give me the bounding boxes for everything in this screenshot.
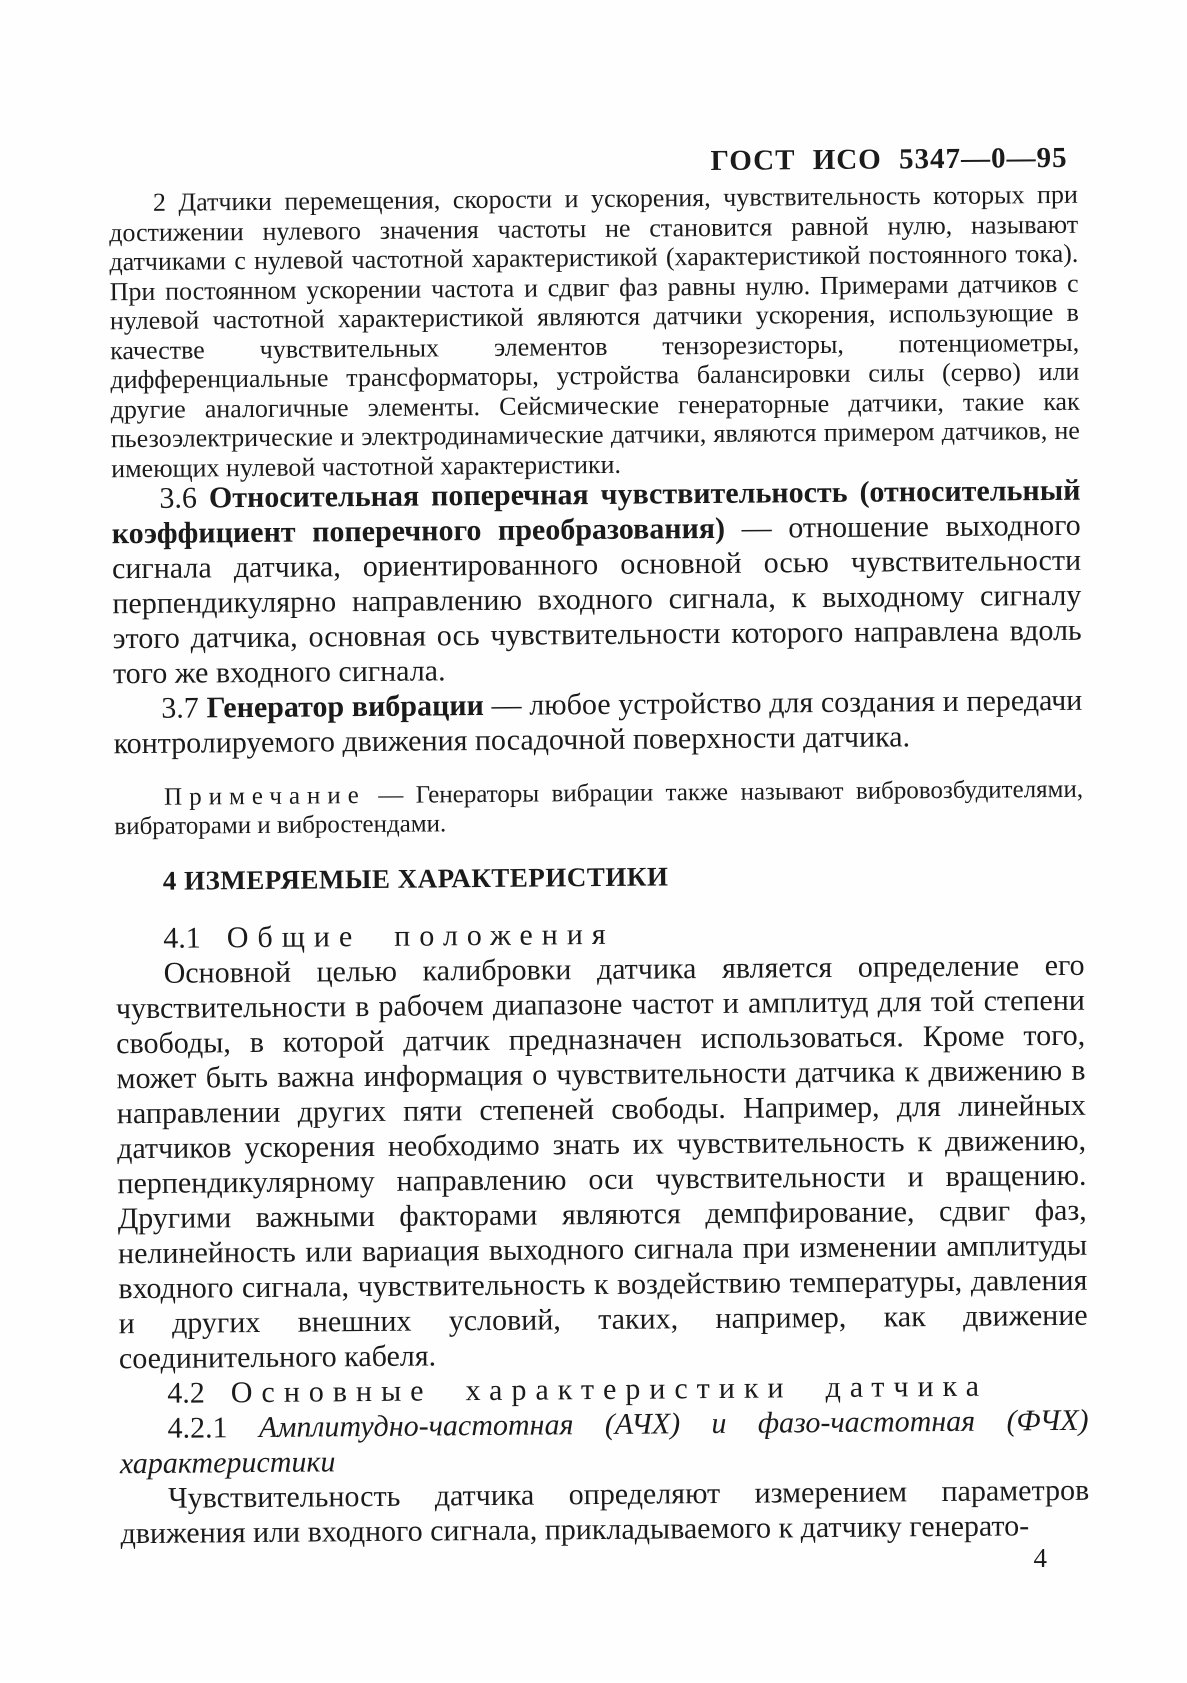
section-4-2-1-title: Амплитудно-частотная (АЧХ) и фазо-частотная (ФЧХ) характеристики: [119, 1403, 1089, 1481]
section-4-2-number: 4.2: [167, 1376, 205, 1410]
section-4-2-title: Основные характеристики датчика: [230, 1369, 989, 1410]
definitions-block: [111, 473, 1082, 761]
doc-code-header: ГОСТ ИСО 5347—0—95: [710, 141, 1068, 177]
section-4-2-1-number: 4.2.1: [167, 1410, 260, 1445]
clause-3-6-number: 3.6: [159, 481, 210, 515]
section-4-2-1-heading: [119, 1403, 1089, 1481]
section-4-1-paragraph: Основной целью калибровки датчика является определение его чувствительности в рабочем диапазоне частот и амплитуд для той степени свободы, в которой датчик предназначен использоваться. Кроме того, может быть важна информация о чувствительности датчика к движению в направлении других пяти степеней свободы. Например, для линейных датчиков ускорения необходимо знать их чувствительность к движению, перпендикулярному направлению оси чувствительности и вращению. Другими важными факторами являются демпфирование, сдвиг фаз, нелинейность или вариация выходного сигнала при изменении амплитуды входного сигнала, чувствительность к воздействию температуры, давления и других внешних условий, таких, например, как движение соединительного кабеля.: [115, 948, 1088, 1376]
page-number: 4: [1033, 1543, 1047, 1573]
term-3-6-bold: Относительная поперечная чувствительность (относительный коэффициент поперечного преобразования): [111, 473, 1081, 551]
note-2-paragraph: 2 Датчики перемещения, скорости и ускорения, чувствительность которых при достижении нулевого значения частоты не становится равной нулю, называют датчиками с нулевой частотной характеристикой (характеристикой постоянного тока). При постоянном ускорении частота и сдвиг фаз равны нулю. Примерами датчиков с нулевой частотной характеристикой являются датчики ускорения, использующие в качестве чувствительных элементов тензорезисторы, потенциометры, дифференциальные трансформаторы, устройства балансировки силы (серво) или другие аналогичные элементы. Сейсмические генераторные датчики, такие как пьезоэлектрические и электродинамические датчики, являются примером датчиков, не имеющих нулевой частотной характеристики.: [109, 179, 1081, 483]
clause-3-7-number: 3.7: [161, 691, 207, 725]
term-3-7-bold: Генератор вибрации: [206, 688, 485, 725]
term-3-6-paragraph: [111, 473, 1082, 691]
definition-3-6-text: — отношение выходного сигнала датчика, ориентированного основной осью чувствительности перпендикулярно направлению входного сигнала, к выходному сигналу этого датчика, основная ось чувствительности которого направлена вдоль того же входного сигнала.: [111, 508, 1082, 691]
note-text: — Генераторы вибрации также называют вибровозбудителями, вибраторами и вибростендами.: [114, 775, 1084, 841]
section-4-1-title: Общие положения: [226, 917, 615, 955]
page-content: [107, 0, 1091, 1683]
section-4-1-number: 4.1: [163, 921, 201, 955]
note-paragraph: [114, 775, 1083, 841]
section-4-block: [115, 856, 1090, 1551]
section-4-heading: 4 ИЗМЕРЯЕМЫЕ ХАРАКТЕРИСТИКИ: [162, 861, 669, 896]
term-3-7-paragraph: [113, 683, 1083, 761]
section-4-2-1-paragraph: Чувствительность датчика определяют измерением параметров движения или входного сигнала, прикладываемого к датчику генерато-: [120, 1473, 1090, 1551]
note-label: Примечание: [163, 782, 366, 811]
definition-3-7-text: — любое устройство для создания и передачи контролируемого движения посадочной поверхности датчика.: [113, 683, 1083, 761]
